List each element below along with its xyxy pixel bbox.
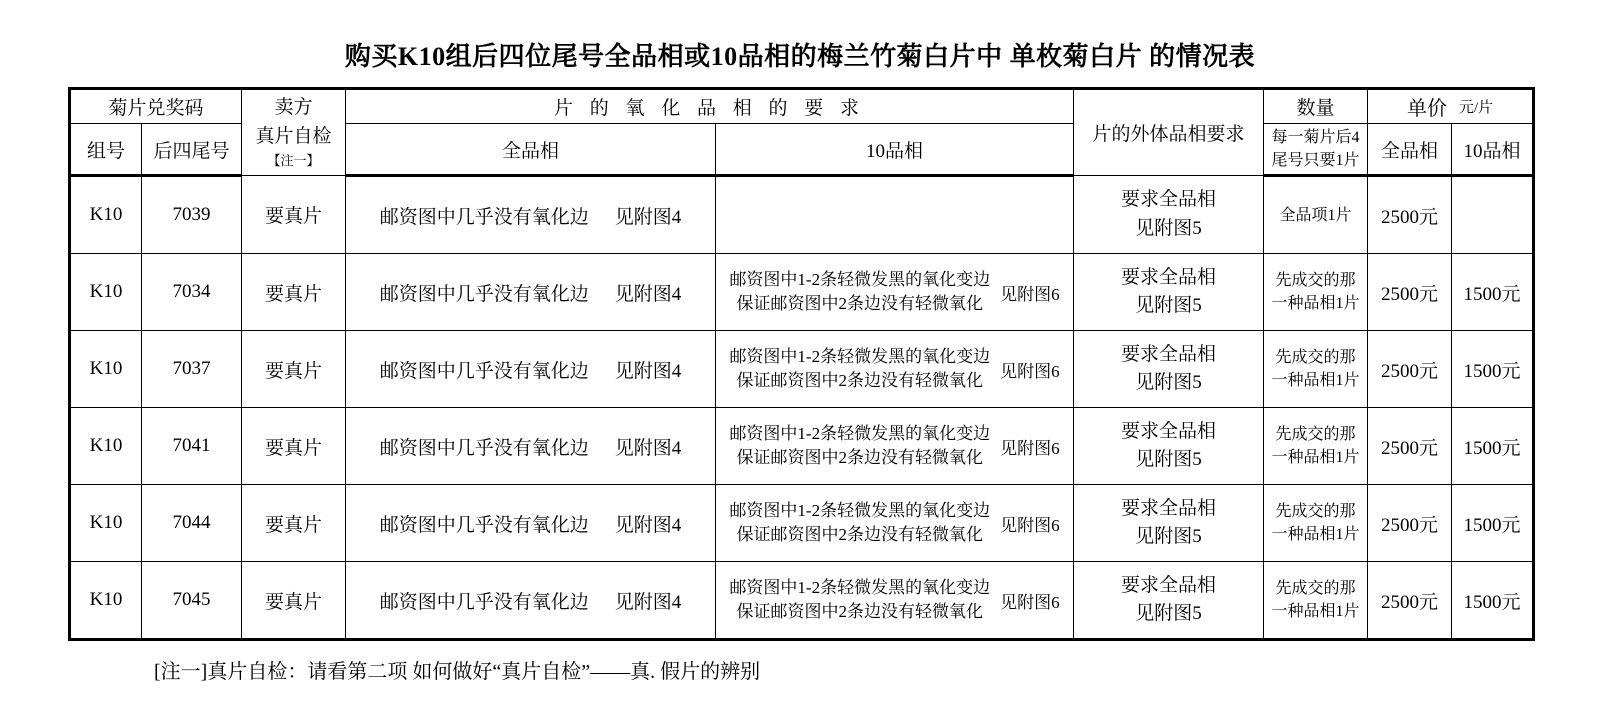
cell-price-full: 2500元 xyxy=(1368,176,1452,254)
cell-oxidation-full-text: 邮资图中几乎没有氧化边 xyxy=(379,283,589,305)
table-row xyxy=(70,562,1534,640)
cell-price-full: 2500元 xyxy=(1368,562,1452,640)
cell-quantity-line1: 先成交的那 xyxy=(1275,580,1356,598)
table-row xyxy=(70,485,1534,562)
cell-appearance xyxy=(1074,254,1264,331)
cell-price-10: 1500元 xyxy=(1452,254,1534,331)
table-row xyxy=(70,331,1534,408)
cell-price-full: 2500元 xyxy=(1368,331,1452,408)
cell-appearance-line2: 见附图5 xyxy=(1135,372,1202,394)
cell-price-10: 1500元 xyxy=(1452,408,1534,485)
cell-tail: 7045 xyxy=(142,562,242,640)
cell-quantity-line1: 先成交的那 xyxy=(1275,349,1356,367)
cell-oxidation-full-ref: 见附图4 xyxy=(614,437,682,459)
cell-quantity-line2: 一种品相1片 xyxy=(1271,449,1360,467)
header-tail-no: 后四尾号 xyxy=(142,124,242,176)
cell-oxidation-full xyxy=(346,331,716,408)
cell-appearance-line1: 要求全品相 xyxy=(1121,574,1217,596)
header-oxidation-full: 全品相 xyxy=(346,124,716,176)
cell-quantity-line2: 一种品相1片 xyxy=(1271,372,1360,390)
table-row xyxy=(70,408,1534,485)
cell-oxidation-full-text: 邮资图中几乎没有氧化边 xyxy=(379,206,589,228)
header-price-full: 全品相 xyxy=(1368,124,1452,176)
table-row xyxy=(70,176,1534,254)
cell-appearance-line1: 要求全品相 xyxy=(1121,420,1217,442)
cell-group: K10 xyxy=(70,254,142,331)
header-quantity-sub xyxy=(1264,124,1368,176)
cell-quantity-line1: 全品项1片 xyxy=(1279,206,1352,224)
cell-oxidation-10 xyxy=(716,485,1074,562)
cell-appearance-line2: 见附图5 xyxy=(1135,295,1202,317)
header-price-10: 10品相 xyxy=(1452,124,1534,176)
cell-oxidation-10-line2: 保证邮资图中2条边没有轻微氧化 xyxy=(736,448,984,468)
cell-oxidation-10-line1: 邮资图中1-2条轻微发黑的氧化变边 xyxy=(729,500,991,520)
cell-quantity xyxy=(1264,562,1368,640)
cell-oxidation-10-ref: 见附图6 xyxy=(1000,361,1060,381)
header-quantity-sub-line2: 尾号只要1片 xyxy=(1271,152,1360,170)
header-group-no: 组号 xyxy=(70,124,142,176)
cell-oxidation-10-line2: 保证邮资图中2条边没有轻微氧化 xyxy=(736,602,984,622)
cell-oxidation-10-line2: 保证邮资图中2条边没有轻微氧化 xyxy=(736,371,984,391)
cell-seller: 要真片 xyxy=(242,331,346,408)
header-row-1 xyxy=(70,89,1534,124)
cell-oxidation-10-ref: 见附图6 xyxy=(1000,592,1060,612)
cell-oxidation-10 xyxy=(716,331,1074,408)
table-container xyxy=(68,87,1532,641)
header-oxidation-10: 10品相 xyxy=(716,124,1074,176)
cell-quantity-line2: 一种品相1片 xyxy=(1271,526,1360,544)
cell-quantity-line2: 一种品相1片 xyxy=(1271,603,1360,621)
cell-seller: 要真片 xyxy=(242,562,346,640)
cell-appearance-line2: 见附图5 xyxy=(1135,449,1202,471)
cell-quantity-line1: 先成交的那 xyxy=(1275,272,1356,290)
cell-oxidation-full-ref: 见附图4 xyxy=(614,283,682,305)
cell-tail: 7044 xyxy=(142,485,242,562)
footnote: [注一]真片自检：请看第二项 如何做好“真片自检”——真. 假片的辨别 xyxy=(154,661,761,684)
cell-price-full: 2500元 xyxy=(1368,254,1452,331)
cell-appearance xyxy=(1074,408,1264,485)
header-quantity: 数量 xyxy=(1264,89,1368,124)
cell-oxidation-10 xyxy=(716,254,1074,331)
cell-seller: 要真片 xyxy=(242,176,346,254)
header-seller-line2: 真片自检 xyxy=(255,125,332,147)
cell-quantity-line2: 一种品相1片 xyxy=(1271,295,1360,313)
cell-appearance-line2: 见附图5 xyxy=(1135,217,1202,239)
cell-seller: 要真片 xyxy=(242,254,346,331)
cell-oxidation-full xyxy=(346,176,716,254)
cell-quantity xyxy=(1264,408,1368,485)
cell-oxidation-10-line1: 邮资图中1-2条轻微发黑的氧化变边 xyxy=(729,346,991,366)
page-title: 购买K10组后四位尾号全品相或10品相的梅兰竹菊白片中 单枚菊白片 的情况表 xyxy=(344,42,1256,71)
cell-seller: 要真片 xyxy=(242,485,346,562)
header-seller-check xyxy=(242,89,346,176)
header-code-group: 菊片兑奖码 xyxy=(70,89,242,124)
cell-tail: 7034 xyxy=(142,254,242,331)
cell-price-full: 2500元 xyxy=(1368,408,1452,485)
cell-tail: 7039 xyxy=(142,176,242,254)
cell-appearance-line2: 见附图5 xyxy=(1135,603,1202,625)
cell-oxidation-10 xyxy=(716,176,1074,254)
cell-appearance xyxy=(1074,485,1264,562)
cell-oxidation-full-ref: 见附图4 xyxy=(614,206,682,228)
cell-oxidation-10-line1: 邮资图中1-2条轻微发黑的氧化变边 xyxy=(729,423,991,443)
header-seller-line1: 卖方 xyxy=(274,97,313,119)
header-price-unit: 元/片 xyxy=(1458,100,1494,116)
cell-quantity xyxy=(1264,331,1368,408)
cell-oxidation-10-line2: 保证邮资图中2条边没有轻微氧化 xyxy=(736,525,984,545)
cell-price-10: 1500元 xyxy=(1452,562,1534,640)
cell-oxidation-full-text: 邮资图中几乎没有氧化边 xyxy=(379,360,589,382)
cell-group: K10 xyxy=(70,176,142,254)
header-price xyxy=(1368,89,1534,124)
cell-price-full: 2500元 xyxy=(1368,485,1452,562)
cell-group: K10 xyxy=(70,562,142,640)
cell-appearance-line2: 见附图5 xyxy=(1135,526,1202,548)
cell-oxidation-10-ref: 见附图6 xyxy=(1000,515,1060,535)
header-appearance: 片的外体品相要求 xyxy=(1074,89,1264,176)
cell-group: K10 xyxy=(70,331,142,408)
main-table xyxy=(68,87,1535,641)
cell-oxidation-full-ref: 见附图4 xyxy=(614,514,682,536)
cell-oxidation-full-text: 邮资图中几乎没有氧化边 xyxy=(379,514,589,536)
cell-appearance-line1: 要求全品相 xyxy=(1121,497,1217,519)
cell-oxidation-full-ref: 见附图4 xyxy=(614,591,682,613)
cell-appearance xyxy=(1074,176,1264,254)
cell-oxidation-10-line1: 邮资图中1-2条轻微发黑的氧化变边 xyxy=(729,269,991,289)
cell-price-10: 1500元 xyxy=(1452,485,1534,562)
cell-oxidation-full xyxy=(346,408,716,485)
header-oxidation-group: 片 的 氧 化 品 相 的 要 求 xyxy=(346,89,1074,124)
cell-tail: 7041 xyxy=(142,408,242,485)
cell-quantity xyxy=(1264,254,1368,331)
cell-quantity-line1: 先成交的那 xyxy=(1275,426,1356,444)
cell-oxidation-10-ref: 见附图6 xyxy=(1000,438,1060,458)
cell-oxidation-10-ref: 见附图6 xyxy=(1000,284,1060,304)
cell-quantity xyxy=(1264,176,1368,254)
cell-oxidation-full-text: 邮资图中几乎没有氧化边 xyxy=(379,437,589,459)
cell-group: K10 xyxy=(70,408,142,485)
cell-price-10 xyxy=(1452,176,1534,254)
cell-oxidation-10 xyxy=(716,408,1074,485)
header-price-label: 单价 xyxy=(1406,98,1447,120)
cell-oxidation-10 xyxy=(716,562,1074,640)
cell-oxidation-full xyxy=(346,254,716,331)
header-seller-note: 【注一】 xyxy=(267,153,320,169)
cell-oxidation-10-line2: 保证邮资图中2条边没有轻微氧化 xyxy=(736,294,984,314)
cell-seller: 要真片 xyxy=(242,408,346,485)
cell-appearance-line1: 要求全品相 xyxy=(1121,266,1217,288)
cell-appearance-line1: 要求全品相 xyxy=(1121,343,1217,365)
cell-oxidation-full-text: 邮资图中几乎没有氧化边 xyxy=(379,591,589,613)
header-quantity-sub-line1: 每一菊片后4 xyxy=(1271,129,1360,146)
cell-tail: 7037 xyxy=(142,331,242,408)
cell-price-10: 1500元 xyxy=(1452,331,1534,408)
cell-appearance xyxy=(1074,562,1264,640)
cell-quantity-line1: 先成交的那 xyxy=(1275,503,1356,521)
cell-oxidation-full xyxy=(346,485,716,562)
cell-oxidation-full xyxy=(346,562,716,640)
cell-oxidation-full-ref: 见附图4 xyxy=(614,360,682,382)
cell-group: K10 xyxy=(70,485,142,562)
cell-quantity xyxy=(1264,485,1368,562)
cell-appearance xyxy=(1074,331,1264,408)
cell-appearance-line1: 要求全品相 xyxy=(1121,189,1217,211)
cell-oxidation-10-line1: 邮资图中1-2条轻微发黑的氧化变边 xyxy=(729,577,991,597)
table-row xyxy=(70,254,1534,331)
